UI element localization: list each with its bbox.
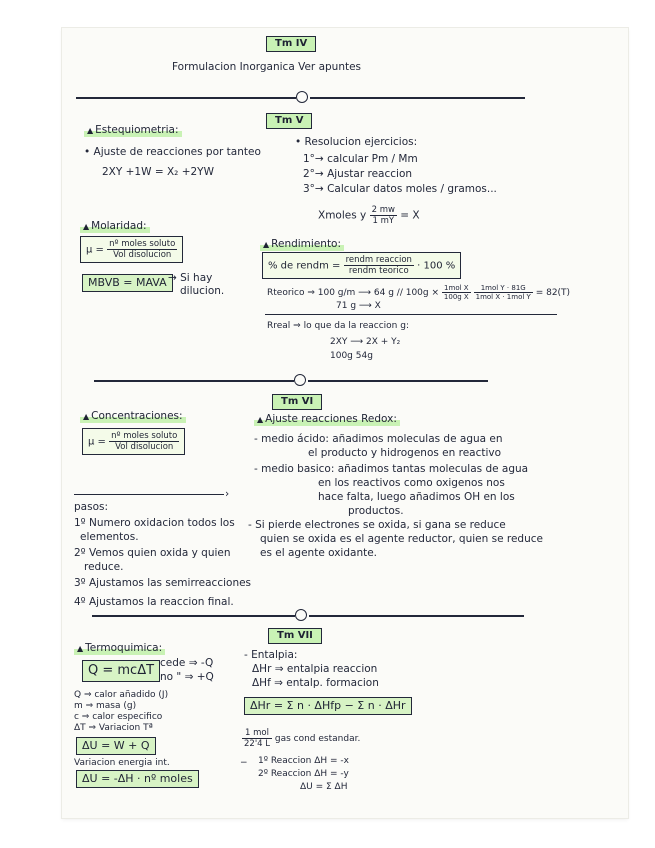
rteorico-line-2: 71 g ⟶ X <box>336 301 381 311</box>
redox-acido-a: - medio ácido: añadimos moleculas de agua en <box>254 433 503 445</box>
du-formula-box: ΔU = W + Q <box>76 737 156 755</box>
tm-v-tag: Tm V <box>266 113 312 129</box>
triangle-bullet-icon: ▲ <box>83 222 90 231</box>
legend-m: m ⇒ masa (g) <box>74 701 137 711</box>
section-divider-2-right <box>308 380 488 382</box>
divider-ring-3 <box>295 609 307 621</box>
triangle-bullet-icon: ▲ <box>83 412 90 421</box>
rteorico-text: Rteorico ⇒ 100 g/m ⟶ 64 g // 100g × <box>267 288 440 298</box>
divider-ring-1 <box>296 91 308 103</box>
ajuste-equation: 2XY +1W = X₂ +2YW <box>102 166 214 178</box>
formula-prefix: Xmoles y <box>318 209 367 222</box>
rendimiento-heading <box>260 238 344 251</box>
rendimiento-underline <box>265 314 557 315</box>
resolucion-step-1: 1°→ calcular Pm / Mm <box>303 153 418 165</box>
redox-note-c: es el agente oxidante. <box>260 547 378 559</box>
concentraciones-den: Vol disolucion <box>115 442 174 452</box>
variacion-energia: Variacion energia int. <box>74 758 170 768</box>
rteorico-frac-1-num: 1mol X <box>442 284 471 293</box>
paso-1b: elementos. <box>80 531 139 543</box>
resolucion-title: • Resolucion ejercicios: <box>295 136 418 148</box>
arrow-right-icon: › <box>225 488 230 500</box>
rteorico-line <box>267 284 570 301</box>
section-divider-2-left <box>94 380 294 382</box>
rteorico-frac-2-num: 1mol Y · 81G <box>474 284 533 293</box>
molaridad-den: Vol disolucion <box>113 250 172 260</box>
concentraciones-num: nº moles soluto <box>111 431 178 441</box>
rreal-line: Rreal ⇒ lo que da la reaccion g: <box>267 321 409 331</box>
termoquimica-heading-text: Termoquimica: <box>85 642 163 654</box>
molaridad-fraction <box>107 239 177 260</box>
concentraciones-heading-text: Concentraciones: <box>91 410 183 422</box>
formulacion-title: Formulacion Inorganica Ver apuntes <box>172 61 362 73</box>
rteorico-frac-2-den: 1mol X · 1mol Y <box>475 293 531 301</box>
triangle-bullet-icon: ▲ <box>263 240 270 249</box>
triangle-bullet-icon: ▲ <box>257 415 264 424</box>
estequiometria-heading-text: Estequiometria: <box>95 124 179 136</box>
gas-text: gas cond estandar. <box>274 734 361 744</box>
reaccion-sum: ΔU = Σ ΔH <box>300 782 348 792</box>
paso-2b: reduce. <box>84 561 124 573</box>
gas-num: 1 mol <box>242 728 272 739</box>
ajuste-line: • Ajuste de reacciones por tanteo <box>84 146 261 158</box>
gas-den: 22'4 L <box>244 739 270 749</box>
termoquimica-recibe: no " ⇒ +Q <box>160 671 214 683</box>
section-divider-3-left <box>92 615 295 617</box>
rendimiento-fraction <box>344 255 414 276</box>
molaridad-heading <box>80 220 150 233</box>
rteorico-result: = 82(T) <box>535 288 571 298</box>
du2-formula-box: ΔU = -ΔH · nº moles <box>76 770 199 788</box>
dilucion-note-2: dilucion. <box>180 285 225 297</box>
redox-basico-d: productos. <box>348 505 404 517</box>
pasos-title: pasos: <box>74 501 109 513</box>
legend-t: ΔT ⇒ Variacion Tª <box>74 723 153 733</box>
reaccion-2: 2º Reaccion ΔH = -y <box>258 769 349 779</box>
rteorico-frac-1-den: 100g X <box>443 293 469 301</box>
dilucion-formula-box: MBVB = MAVA <box>82 274 173 292</box>
dilucion-note-1: → Si hay <box>168 272 213 284</box>
divider-ring-2 <box>294 374 306 386</box>
entalpia-formula-box: ΔHr = Σ n · ΔHfp − Σ n · ΔHr <box>244 697 412 715</box>
gas-line <box>242 728 360 749</box>
resolucion-formula <box>318 205 420 226</box>
mu-symbol: μ = <box>88 436 106 448</box>
concentraciones-fraction <box>109 431 179 452</box>
formula-den: 1 mY <box>372 216 395 226</box>
redox-note-a: - Si pierde electrones se oxida, si gana se reduce <box>248 519 506 531</box>
termoquimica-formula-box: Q = mcΔT <box>82 660 160 682</box>
molaridad-formula-box <box>80 236 183 263</box>
redox-basico-c: hace falta, luego añadimos OH en los <box>318 491 515 503</box>
gas-fraction <box>242 728 272 749</box>
formula-fraction <box>370 205 397 226</box>
section-divider-1-left <box>76 97 296 99</box>
rteorico-frac-1 <box>442 284 471 301</box>
rendimiento-heading-text: Rendimiento: <box>271 238 342 250</box>
tm-vii-tag: Tm VII <box>268 628 322 644</box>
concentraciones-formula-box <box>82 428 185 455</box>
redox-basico-a: - medio basico: añadimos tantas moleculas de agua <box>254 463 529 475</box>
concentraciones-heading <box>80 410 186 423</box>
rendimiento-suffix: · 100 % <box>417 260 456 272</box>
section-divider-1-right <box>310 97 525 99</box>
dash-mark: − <box>240 758 248 768</box>
molaridad-num: nº moles soluto <box>109 239 176 249</box>
redox-heading <box>254 413 400 426</box>
resolucion-step-2: 2°→ Ajustar reaccion <box>303 168 413 180</box>
entalpia-title: - Entalpia: <box>244 649 298 661</box>
molaridad-heading-text: Molaridad: <box>91 220 147 232</box>
formula-num: 2 mw <box>371 205 395 215</box>
entalpia-hf: ΔHf ⇒ entalp. formacion <box>252 677 379 689</box>
formula-suffix: = X <box>400 209 420 222</box>
triangle-bullet-icon: ▲ <box>77 644 84 653</box>
termoquimica-cede: cede ⇒ -Q <box>160 657 214 669</box>
paso-3: 3º Ajustamos las semirreacciones <box>74 577 252 589</box>
redox-note-b: quien se oxida es el agente reductor, quien se reduce <box>260 533 543 545</box>
legend-q: Q ⇒ calor añadido (J) <box>74 690 169 700</box>
rendimiento-num: rendm reaccion <box>345 255 412 265</box>
tm-vi-tag: Tm VI <box>272 394 322 410</box>
redox-heading-text: Ajuste reacciones Redox: <box>265 413 397 425</box>
paso-1a: 1º Numero oxidacion todos los <box>74 517 235 529</box>
rreal-eq-2: 100g 54g <box>330 351 373 361</box>
reaccion-1: 1º Reaccion ΔH = -x <box>258 756 349 766</box>
tm-iv-tag: Tm IV <box>266 36 316 52</box>
resolucion-step-3: 3°→ Calcular datos moles / gramos... <box>303 183 497 195</box>
triangle-bullet-icon: ▲ <box>87 126 94 135</box>
paso-2a: 2º Vemos quien oxida y quien <box>74 547 231 559</box>
entalpia-hr: ΔHr ⇒ entalpia reaccion <box>252 663 378 675</box>
redox-basico-b: en los reactivos como oxigenos nos <box>318 477 505 489</box>
pasos-rule <box>74 494 224 495</box>
termoquimica-heading <box>74 642 165 655</box>
legend-c: c ⇒ calor especifico <box>74 712 163 722</box>
rendimiento-prefix: % de rendm = <box>268 260 341 272</box>
paso-4: 4º Ajustamos la reaccion final. <box>74 596 234 608</box>
mu-symbol: μ = <box>86 244 104 256</box>
rreal-eq-1: 2XY ⟶ 2X + Y₂ <box>330 337 401 347</box>
rendimiento-den: rendm teorico <box>348 266 409 276</box>
section-divider-3-right <box>309 615 524 617</box>
redox-acido-b: el producto y hidrogenos en reactivo <box>308 447 502 459</box>
estequiometria-heading <box>84 124 182 137</box>
rendimiento-formula-box <box>262 252 461 279</box>
rteorico-frac-2 <box>474 284 533 301</box>
